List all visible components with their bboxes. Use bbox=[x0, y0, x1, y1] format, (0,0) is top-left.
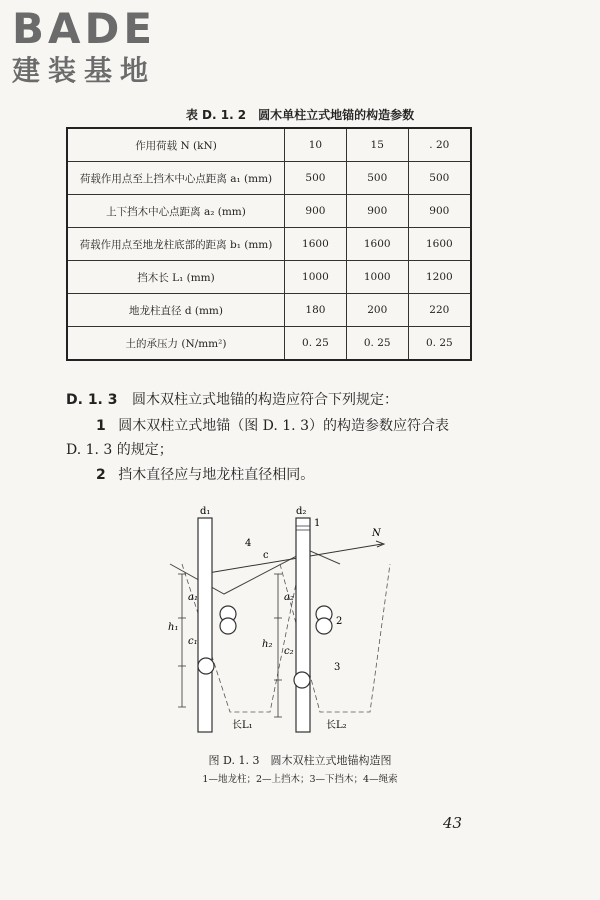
cell-value: 220 bbox=[408, 294, 471, 327]
table-row bbox=[67, 294, 471, 327]
label-2: 2 bbox=[336, 616, 343, 627]
anchor-diagram bbox=[150, 502, 400, 742]
anchor-figure bbox=[150, 502, 400, 746]
clause-item bbox=[96, 462, 476, 488]
cell-value: 900 bbox=[408, 195, 471, 228]
cell-value: 1000 bbox=[346, 261, 408, 294]
cell-value: 500 bbox=[408, 162, 471, 195]
label-a1: a₁ bbox=[188, 592, 198, 603]
table-row bbox=[67, 261, 471, 294]
clause-item bbox=[96, 413, 476, 439]
cell-value: 1600 bbox=[408, 228, 471, 261]
cell-value: 0. 25 bbox=[285, 327, 347, 361]
label-c2: c₂ bbox=[284, 646, 294, 657]
logo-subtitle: 建装基地 bbox=[12, 54, 157, 87]
label-3: 3 bbox=[334, 662, 341, 673]
label-c1: c₁ bbox=[188, 636, 198, 647]
upper-log-1b bbox=[220, 618, 236, 634]
cell-value: 200 bbox=[346, 294, 408, 327]
cell-value: 1000 bbox=[285, 261, 347, 294]
item-number: 2 bbox=[96, 467, 106, 483]
clause-item bbox=[66, 437, 476, 463]
cell-value: 0. 25 bbox=[408, 327, 471, 361]
cell-value: 500 bbox=[346, 162, 408, 195]
dimension-line-1 bbox=[178, 574, 186, 707]
clause-heading bbox=[66, 387, 476, 413]
dimension-line-2 bbox=[274, 574, 282, 717]
row-label: 荷载作用点至上挡木中心点距离 a₁ (mm) bbox=[67, 162, 285, 195]
cell-value: 1600 bbox=[346, 228, 408, 261]
row-label: 作用荷载 N (kN) bbox=[67, 128, 285, 162]
row-label: 地龙柱直径 d (mm) bbox=[67, 294, 285, 327]
row-label: 上下挡木中心点距离 a₂ (mm) bbox=[67, 195, 285, 228]
cell-value: 900 bbox=[346, 195, 408, 228]
post-1 bbox=[198, 518, 212, 732]
row-label: 荷载作用点至地龙柱底部的距离 b₁ (mm) bbox=[67, 228, 285, 261]
cell-value: . 20 bbox=[408, 128, 471, 162]
label-h2: h₂ bbox=[262, 639, 273, 650]
table-row bbox=[67, 195, 471, 228]
brand-logo bbox=[12, 6, 156, 88]
label-n: N bbox=[372, 528, 381, 539]
cell-value: 1600 bbox=[285, 228, 347, 261]
row-label: 土的承压力 (N/mm²) bbox=[67, 327, 285, 361]
parameter-table bbox=[66, 127, 472, 361]
upper-log-2b bbox=[316, 618, 332, 634]
label-1: 1 bbox=[314, 518, 321, 529]
label-4: 4 bbox=[245, 538, 252, 549]
logo-brand: BADE bbox=[12, 4, 157, 53]
item-text: D. 1. 3 的规定； bbox=[66, 442, 173, 458]
lower-log-2 bbox=[294, 672, 310, 688]
cell-value: 10 bbox=[285, 128, 347, 162]
cell-value: 15 bbox=[346, 128, 408, 162]
cell-value: 0. 25 bbox=[346, 327, 408, 361]
label-h1: h₁ bbox=[168, 622, 179, 633]
figure-caption: 图 D. 1. 3 圆木双柱立式地锚构造图 bbox=[208, 754, 392, 767]
item-text: 圆木双柱立式地锚（图 D. 1. 3）的构造参数应符合表 bbox=[118, 418, 449, 434]
rope-line bbox=[202, 544, 382, 574]
cell-value: 900 bbox=[285, 195, 347, 228]
label-l1: 长L₁ bbox=[232, 720, 253, 731]
clause-number: D. 1. 3 bbox=[66, 392, 118, 408]
page-number: 43 bbox=[443, 814, 463, 832]
table-row bbox=[67, 327, 471, 361]
row-label: 挡木长 L₁ (mm) bbox=[67, 261, 285, 294]
table-row bbox=[67, 128, 471, 162]
table-row bbox=[67, 162, 471, 195]
item-number: 1 bbox=[96, 418, 106, 434]
label-d1: d₁ bbox=[200, 506, 211, 517]
label-d2: d₂ bbox=[296, 506, 307, 517]
table-row bbox=[67, 228, 471, 261]
ground-line bbox=[170, 550, 340, 594]
label-a2: a₂ bbox=[284, 592, 294, 603]
cell-value: 500 bbox=[285, 162, 347, 195]
cell-value: 180 bbox=[285, 294, 347, 327]
figure-legend: 1—地龙柱；2—上挡木；3—下挡木；4—绳索 bbox=[202, 774, 398, 785]
table-title: 表 D. 1. 2 圆木单柱立式地锚的构造参数 bbox=[185, 108, 415, 122]
clause-text: 圆木双柱立式地锚的构造应符合下列规定： bbox=[131, 392, 398, 408]
item-text: 挡木直径应与地龙柱直径相同。 bbox=[118, 467, 315, 483]
label-l2: 长L₂ bbox=[326, 720, 347, 731]
label-c: c bbox=[263, 550, 269, 561]
cell-value: 1200 bbox=[408, 261, 471, 294]
post-2 bbox=[296, 518, 310, 732]
lower-log-1 bbox=[198, 658, 214, 674]
